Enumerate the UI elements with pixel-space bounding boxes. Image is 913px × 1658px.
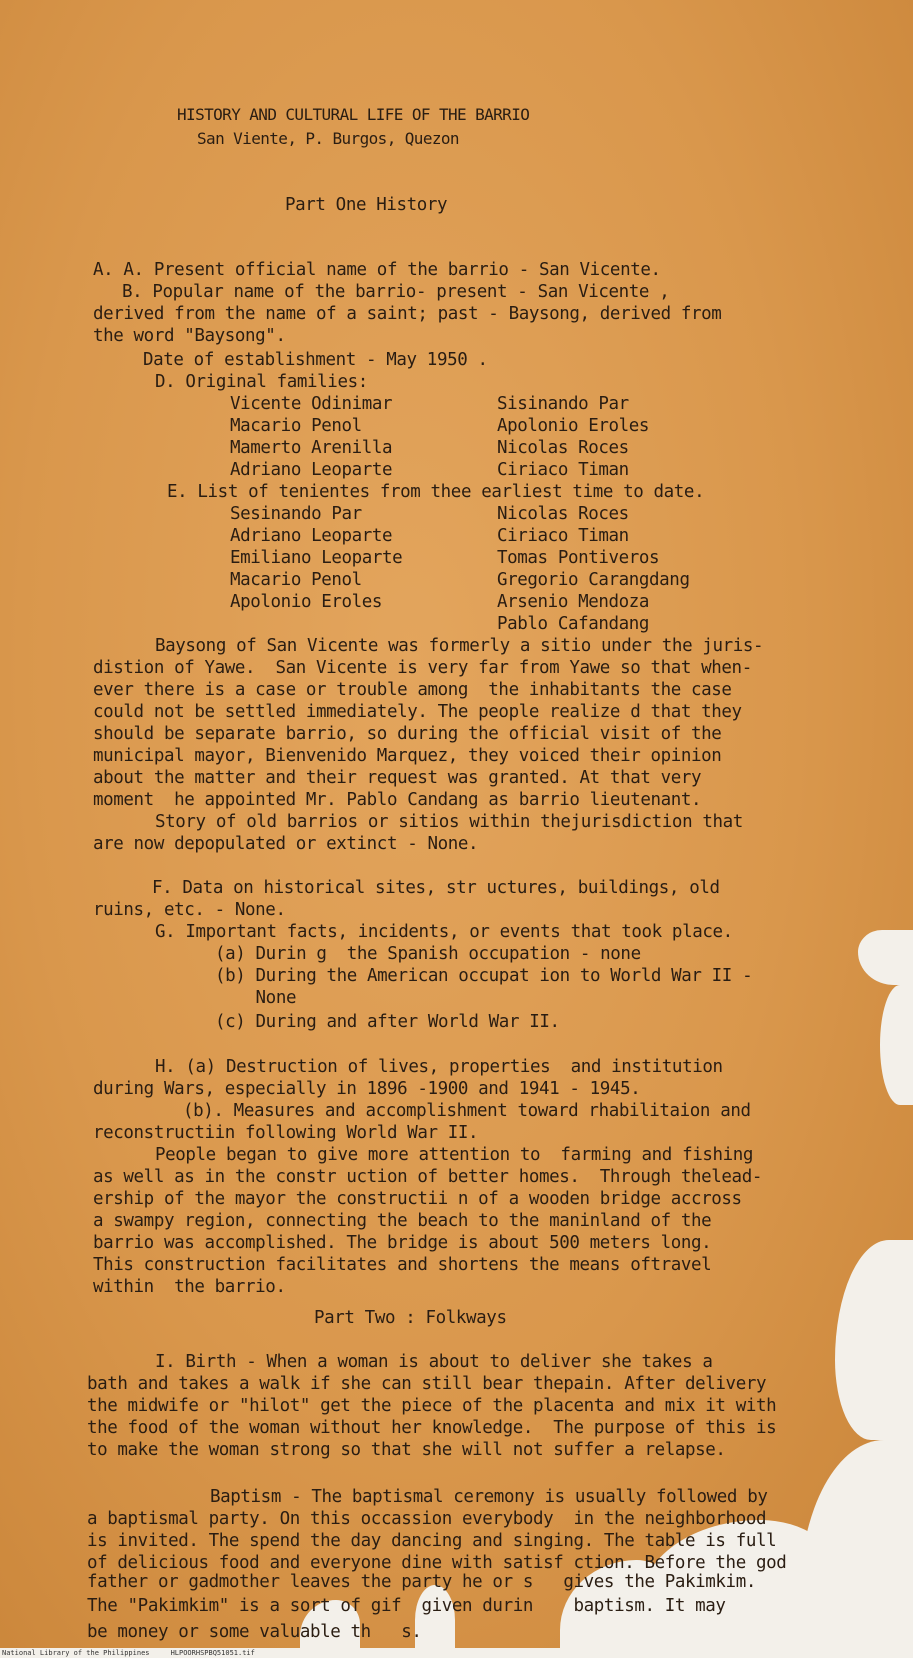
item-f: F. Data on historical sites, str uctures, buildings, old [152, 878, 720, 898]
scan-footer: National Library of the Philippines HLPOORHSPBQ51051.tif [2, 1649, 255, 1657]
birth-line: I. Birth - When a woman is about to deliver she takes a [155, 1352, 713, 1372]
birth-line: the midwife or "hilot" get the piece of the placenta and mix it with [87, 1396, 777, 1416]
teniente-name: Adriano Leoparte [230, 526, 393, 546]
item-g-sub: (b) During the American occupat ion to World War II - [215, 966, 753, 986]
people-line: This construction facilitates and shortens the means oftravel [93, 1255, 712, 1275]
family-name: Nicolas Roces [497, 438, 629, 458]
item-c: Date of establishment - May 1950 . [143, 350, 488, 370]
story-line: municipal mayor, Bienvenido Marquez, they voiced their opinion [93, 746, 722, 766]
birth-line: the food of the woman without her knowledge. The purpose of this is [87, 1418, 777, 1438]
baptism-line: father or gadmother leaves the party he or s gives the Pakimkim. [87, 1572, 756, 1592]
family-name: Sisinando Par [497, 394, 629, 414]
family-name: Ciriaco Timan [497, 460, 629, 480]
part-two-heading: Part Two : Folkways [314, 1308, 507, 1328]
family-name: Apolonio Eroles [497, 416, 650, 436]
story-line: Baysong of San Vicente was formerly a sitio under the juris- [155, 636, 764, 656]
story-line: moment he appointed Mr. Pablo Candang as barrio lieutenant. [93, 790, 702, 810]
item-d: D. Original families: [155, 372, 368, 392]
teniente-name: Nicolas Roces [497, 504, 629, 524]
family-name: Adriano Leoparte [230, 460, 393, 480]
torn-edge [858, 930, 913, 985]
item-b-cont: derived from the name of a saint; past - Baysong, derived from [93, 304, 722, 324]
torn-edge [880, 985, 913, 1105]
item-g-sub: None [215, 988, 297, 1008]
teniente-name: Gregorio Carangdang [497, 570, 690, 590]
teniente-name: Apolonio Eroles [230, 592, 383, 612]
baptism-line: is invited. The spend the day dancing and singing. The table is full [87, 1531, 777, 1551]
torn-edge [835, 1240, 913, 1440]
family-name: Macario Penol [230, 416, 362, 436]
story-line: are now depopulated or extinct - None. [93, 834, 479, 854]
baptism-line: of delicious food and everyone dine with satisf ction. Before the god [87, 1553, 787, 1573]
teniente-name: Emiliano Leoparte [230, 548, 403, 568]
story-line: ever there is a case or trouble among the inhabitants the case [93, 680, 732, 700]
item-g: G. Important facts, incidents, or events that took place. [155, 922, 733, 942]
story-line: should be separate barrio, so during the official visit of the [93, 724, 722, 744]
document-title: HISTORY AND CULTURAL LIFE OF THE BARRIO [177, 105, 530, 124]
document-subtitle: San Viente, P. Burgos, Quezon [197, 129, 459, 148]
story-line: about the matter and their request was granted. At that very [93, 768, 702, 788]
item-a: A. A. Present official name of the barrio - San Vicente. [93, 260, 661, 280]
item-g-sub: (a) Durin g the Spanish occupation - none [215, 944, 641, 964]
birth-line: bath and takes a walk if she can still bear thepain. After delivery [87, 1374, 767, 1394]
item-f-cont: ruins, etc. - None. [93, 900, 286, 920]
baptism-line: a baptismal party. On this occassion everybody in the neighborhood [87, 1509, 767, 1529]
people-line: as well as in the constr uction of better homes. Through thelead- [93, 1167, 762, 1187]
baptism-line: The "Pakimkim" is a sort of gif given durin baptism. It may [87, 1596, 726, 1616]
people-line: a swampy region, connecting the beach to the maninland of the [93, 1211, 712, 1231]
teniente-name: Macario Penol [230, 570, 362, 590]
item-b: B. Popular name of the barrio- present - San Vicente , [122, 282, 670, 302]
teniente-name: Tomas Pontiveros [497, 548, 660, 568]
item-b-cont: the word "Baysong". [93, 326, 286, 346]
story-line: could not be settled immediately. The people realize d that they [93, 702, 742, 722]
people-line: barrio was accomplished. The bridge is about 500 meters long. [93, 1233, 712, 1253]
item-h: H. (a) Destruction of lives, properties and institution [155, 1057, 723, 1077]
part-one-heading: Part One History [285, 195, 448, 215]
people-line: within the barrio. [93, 1277, 286, 1297]
story-line: Story of old barrios or sitios within thejurisdiction that [155, 812, 743, 832]
story-line: distion of Yawe. San Vicente is very far from Yawe so that when- [93, 658, 752, 678]
baptism-line: Baptism - The baptismal ceremony is usually followed by [210, 1487, 768, 1507]
item-e: E. List of tenientes from thee earliest time to date. [167, 482, 705, 502]
baptism-line: be money or some valuable th s. [87, 1622, 422, 1642]
item-g-sub: (c) During and after World War II. [215, 1012, 560, 1032]
teniente-name: Ciriaco Timan [497, 526, 629, 546]
family-name: Mamerto Arenilla [230, 438, 393, 458]
teniente-name: Arsenio Mendoza [497, 592, 650, 612]
people-line: ership of the mayor the constructii n of a wooden bridge accross [93, 1189, 742, 1209]
item-h-cont: during Wars, especially in 1896 -1900 and 1941 - 1945. [93, 1079, 641, 1099]
birth-line: to make the woman strong so that she will not suffer a relapse. [87, 1440, 726, 1460]
teniente-name: Pablo Cafandang [497, 614, 650, 634]
family-name: Vicente Odinimar [230, 394, 393, 414]
people-line: People began to give more attention to farming and fishing [155, 1145, 754, 1165]
item-h-sub: (b). Measures and accomplishment toward rhabilitaion and [183, 1101, 751, 1121]
teniente-name: Sesinando Par [230, 504, 362, 524]
item-h-cont: reconstructiin following World War II. [93, 1123, 479, 1143]
